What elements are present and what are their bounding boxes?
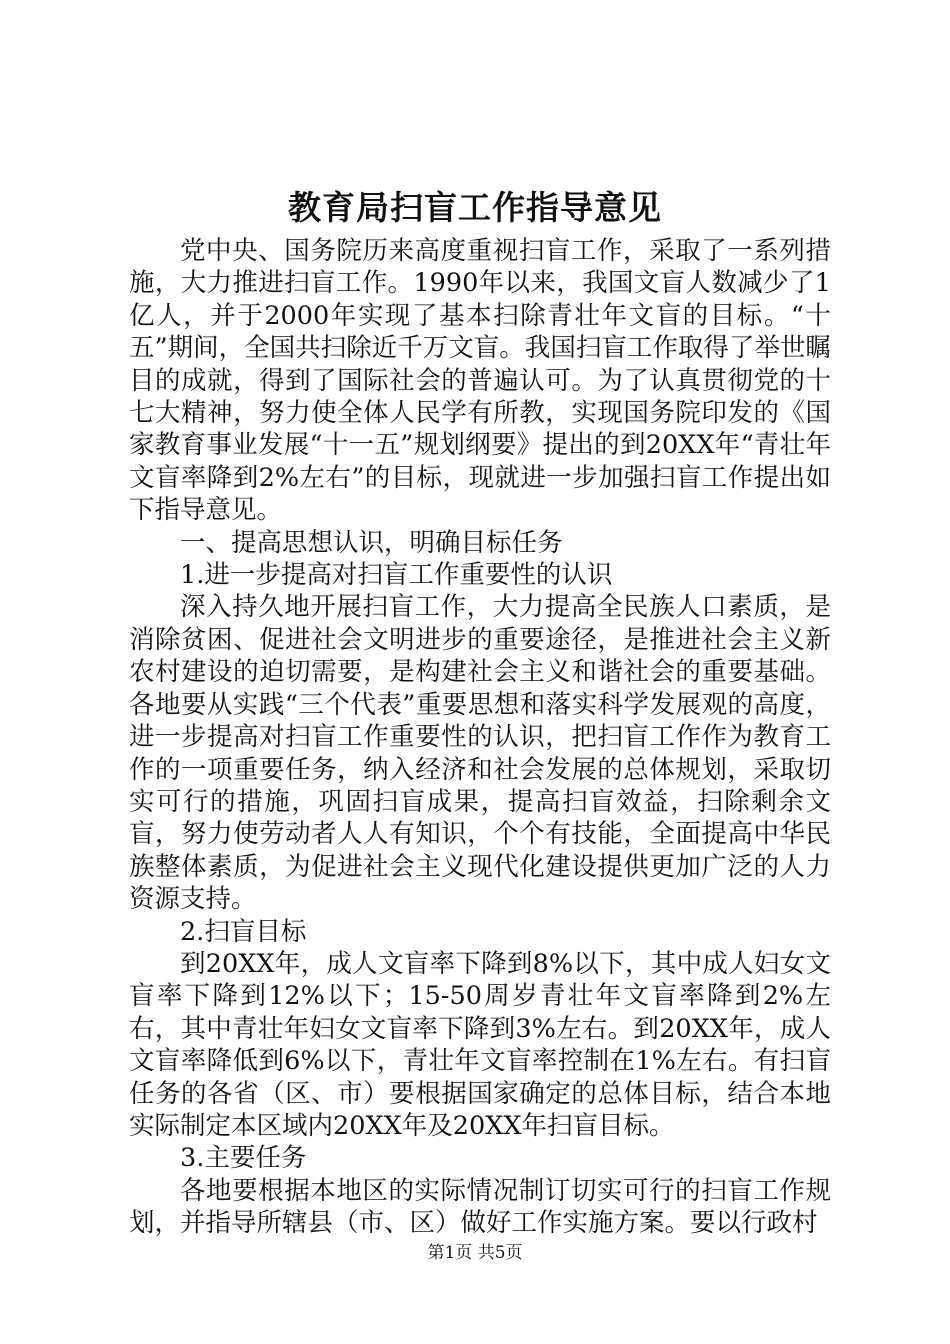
document-title: 教育局扫盲工作指导意见 bbox=[288, 188, 662, 227]
intro-paragraph: 党中央、国务院历来高度重视扫盲工作，采取了一系列措施，大力推进扫盲工作。1990年以来，我国文盲人数减少了1亿人，并于2000年实现了基本扫除青壮年文盲的目标。“十五”期间，全国共扫除近千万文盲。我国扫盲工作取得了举世瞩目的成就，得到了国际社会的普遍认可。为了认真贯彻党的十七大精神，努力使全体人民学有所教，实现国务院印发的《国家教育事业发展“十一五”规划纲要》提出的到20XX年“青壮年文盲率降到2%左右”的目标，现就进一步加强扫盲工作提出如下指导意见。 bbox=[129, 236, 831, 526]
paragraph-importance: 深入持久地开展扫盲工作，大力提高全民族人口素质，是消除贫困、促进社会文明进步的重要途径，是推进社会主义新农村建设的迫切需要，是构建社会主义和谐社会的重要基础。各地要从实践“三个代表”重要思想和落实科学发展观的高度，进一步提高对扫盲工作重要性的认识，把扫盲工作作为教育工作的一项重要任务，纳入经济和社会发展的总体规划，采取切实可行的措施，巩固扫盲成果，提高扫盲效益，扫除剩余文盲，努力使劳动者人人有知识，个个有技能，全面提高中华民族整体素质，为促进社会主义现代化建设提供更加广泛的人力资源支持。 bbox=[129, 592, 831, 915]
paragraph-goals: 到20XX年，成人文盲率下降到8%以下，其中成人妇女文盲率下降到12%以下；15-50周岁青壮年文盲率降到2%左右，其中青壮年妇女文盲率下降到3%左右。到20XX年，成人文盲率降低到6%以下，青壮年文盲率控制在1%左右。有扫盲任务的各省（区、市）要根据国家确定的总体目标，结合本地实际制定本区域内20XX年及20XX年扫盲目标。 bbox=[129, 948, 831, 1141]
page-footer: 第1页 共5页 bbox=[427, 1243, 523, 1263]
subsection-heading-1-1: 1.进一步提高对扫盲工作重要性的认识 bbox=[180, 560, 613, 591]
paragraph-tasks: 各地要根据本地区的实际情况制订切实可行的扫盲工作规划，并指导所辖县（市、区）做好工作实施方案。要以行政村 bbox=[129, 1175, 831, 1239]
section-heading-1: 一、提高思想认识，明确目标任务 bbox=[180, 527, 563, 558]
document-body bbox=[129, 235, 831, 1240]
subsection-heading-1-3: 3.主要任务 bbox=[180, 1143, 307, 1174]
subsection-heading-1-2: 2.扫盲目标 bbox=[180, 916, 307, 947]
